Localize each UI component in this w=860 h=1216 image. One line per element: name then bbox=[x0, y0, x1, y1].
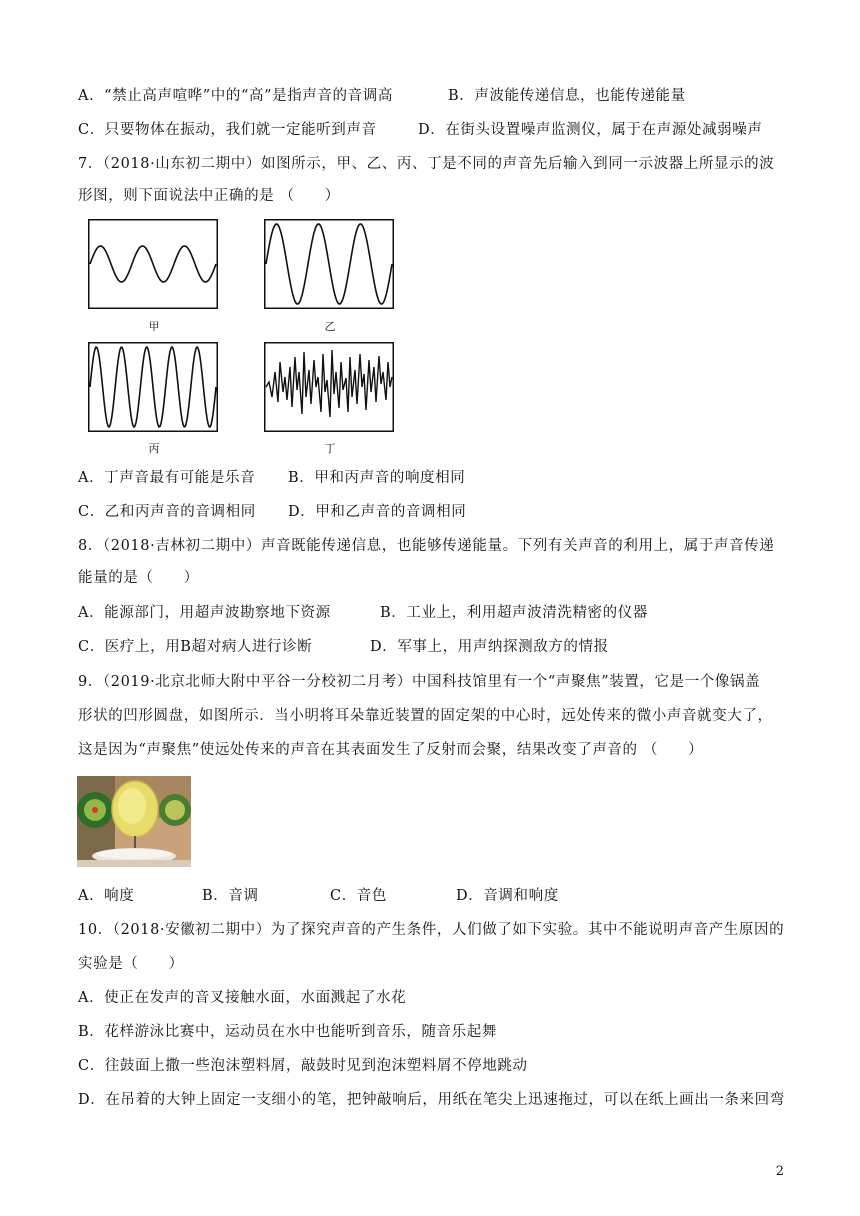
waveform-label-yi: 乙 bbox=[324, 320, 336, 333]
waveform-jia bbox=[88, 219, 218, 309]
q6-option-d: D．在街头设置噪声监测仪，属于在声源处减弱噪声 bbox=[418, 122, 763, 138]
q10-option-c: C．往鼓面上撒一些泡沫塑料屑，敲鼓时见到泡沫塑料屑不停地跳动 bbox=[78, 1058, 528, 1074]
q7-option-d: D．甲和乙声音的音调相同 bbox=[288, 504, 467, 520]
q10-stem-line-2: 实验是（ ） bbox=[78, 956, 184, 972]
q8-option-b: B．工业上，利用超声波清洗精密的仪器 bbox=[380, 605, 648, 621]
q9-option-b: B．音调 bbox=[202, 888, 259, 904]
waveform-label-jia: 甲 bbox=[148, 320, 160, 333]
q9-stem-line-3: 这是因为“声聚焦”使远处传来的声音在其表面发生了反射而会聚，结果改变了声音的 （ ） bbox=[78, 742, 704, 758]
page-number: 2 bbox=[775, 1164, 784, 1179]
q7-option-b: B．甲和丙声音的响度相同 bbox=[288, 470, 466, 486]
q7-option-a: A．丁声音最有可能是乐音 bbox=[78, 470, 256, 486]
q6-option-a: A．“禁止高声喧哗”中的“高”是指声音的音调高 bbox=[78, 88, 393, 104]
q7-stem-line-2: 形图，则下面说法中正确的是 （ ） bbox=[78, 188, 340, 204]
q9-stem-line-2: 形状的凹形圆盘，如图所示．当小明将耳朵靠近装置的固定架的中心时，远处传来的微小声音就变大了， bbox=[78, 708, 773, 724]
q10-option-b: B．花样游泳比赛中，运动员在水中也能听到音乐，随音乐起舞 bbox=[78, 1024, 497, 1040]
q8-stem-line-1: 8．（2018·吉林初二期中）声音既能传递信息，也能够传递能量。下列有关声音的利用上，属于声音传递 bbox=[78, 538, 775, 554]
q6-option-c: C．只要物体在振动，我们就一定能听到声音 bbox=[78, 122, 377, 138]
q7-option-c: C．乙和丙声音的音调相同 bbox=[78, 504, 256, 520]
waveform-label-ding: 丁 bbox=[324, 442, 336, 455]
q9-stem-line-1: 9．（2019·北京北师大附中平谷一分校初二月考）中国科技馆里有一个“声聚焦”装置，它是一个像锅盖 bbox=[78, 674, 761, 690]
q9-option-a: A．响度 bbox=[78, 888, 135, 904]
q7-stem-line-1: 7．（2018·山东初二期中）如图所示，甲、乙、丙、丁是不同的声音先后输入到同一示波器上所显示的波 bbox=[78, 156, 775, 172]
q8-stem-line-2: 能量的是（ ） bbox=[78, 570, 199, 586]
q9-option-d: D．音调和响度 bbox=[456, 888, 559, 904]
q8-option-c: C．医疗上，用B超对病人进行诊断 bbox=[78, 639, 313, 655]
q10-option-d: D．在吊着的大钟上固定一支细小的笔，把钟敲响后，用纸在笔尖上迅速拖过，可以在纸上画出一条来回弯 bbox=[78, 1092, 785, 1108]
q10-stem-line-1: 10．（2018·安徽初二期中）为了探究声音的产生条件，人们做了如下实验。其中不能说明声音产生原因的 bbox=[78, 922, 785, 938]
waveform-bing bbox=[88, 342, 218, 432]
q8-option-a: A．能源部门，用超声波勘察地下资源 bbox=[78, 605, 331, 621]
q10-option-a: A．使正在发声的音叉接触水面，水面溅起了水花 bbox=[78, 990, 407, 1006]
sound-focus-photo bbox=[77, 776, 191, 867]
q8-option-d: D．军事上，用声纳探测敌方的情报 bbox=[370, 639, 609, 655]
waveform-label-bing: 丙 bbox=[148, 442, 160, 455]
waveform-ding bbox=[264, 342, 394, 432]
waveform-yi bbox=[264, 219, 394, 309]
q6-option-b: B．声波能传递信息，也能传递能量 bbox=[448, 88, 686, 104]
q9-option-c: C．音色 bbox=[330, 888, 387, 904]
